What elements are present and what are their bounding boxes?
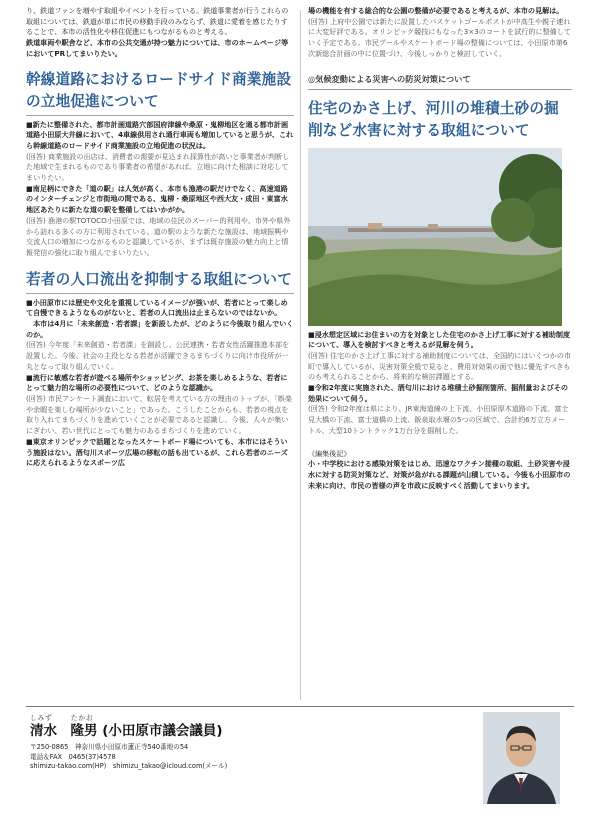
footer-divider xyxy=(26,706,574,707)
address-text: 〒250-0865 神奈川県小田原市蓮正寺540番地の54 xyxy=(30,743,189,751)
tel-text: 電話＆FAX 0465(37)4578 xyxy=(30,752,116,761)
question-text: ■流行に敏感な若者が遊べる場所やショッピング、お茶を楽しめるような、若者にとって魅力的な場所の必要性について、どのような認識か。 xyxy=(26,372,288,393)
river-photo xyxy=(308,148,562,326)
subheading-climate: ◎気候変動による災害への防災対策について xyxy=(308,72,572,90)
intro-text-bold: 鉄道車両や駅舎など、本市の公共交通が持つ魅力については、市のホームページ等においてPRしてまいりたい。 xyxy=(26,38,289,58)
right-column xyxy=(308,6,572,491)
afterword-title: 《編集後記》 xyxy=(308,448,351,458)
section-title-flood: 住宅のかさ上げ、河川の堆積土砂の掘削など水害に対する取組について xyxy=(308,99,559,139)
ruby-sei: しみず xyxy=(30,714,53,722)
afterword-text: 小・中学校における感染対策をはじめ、迅速なワクチン接種の取組、土砂災害や浸水に対する防災対策など、対策が急がれる課題が山積している。今後も小田原市の未来に向け、市民の皆様の声を市政に反映すべく活動してまいります。 xyxy=(308,459,571,490)
answer-text: (回答) 商業施設の出店は、消費者の需要が見込まれ採算性が高いと事業者が判断した地域で生まれるものであり事業者の希望があれば、立地に向けた相談に対応してまいりたい。 xyxy=(26,151,290,183)
answer-text: (回答) 市民アンケート調査において、転居を考えている方の理由のトップが、「娯楽や余暇を楽しむ場所が少ないこと」であった。こうしたことからも、若者の視点を取り入れてまちづくりを進めていくことが必要であると認識し、今後、人々が集いにぎわい、若い世代にとっても魅力のあるまちづくりを進めていく。 xyxy=(26,393,292,436)
answer-text: (回答) 漁港の駅TOTOCO小田原では、地域の住民のスーパー的利用や、市外や県外から訪れる多くの方に利用されている。道の駅のような新たな施設は、地域振興や交流人口の増加につながるものと認識しているが、まずは既存施設の魅力向上と情報発信の強化に取り組んでまいりたい。 xyxy=(26,215,291,257)
question-text: ■南足柄にできた「道の駅」は人気が高く、本市も漁港の駅だけでなく、高速道路のインターチェンジと市街地の間である、鬼柳・桑原地区や西大友・成田・東富水地区あたりに新たな道の駅を整備してはいかがか。 xyxy=(26,183,288,215)
web-email-text: shimizu-takao.com(HP) shimizu_takao@icloud.com(メール) xyxy=(30,762,228,771)
portrait-image xyxy=(483,712,560,804)
river-scene-image xyxy=(308,148,562,326)
answer-text: (回答) 上府中公園では新たに設置したバスケットゴールポストが中高生や親子連れに大変好評である。オリンピック競技にもなった3×3のコートを試行的に整備していく予定である。市民プールやスケートボード場の整備については、小田原市第6次新総合計画の中に位置づけ、今後しっかりと検討していく。 xyxy=(308,16,571,58)
answer-text: (回答) 今年度「未来創造・若者課」を創設し、公民連携・若者女性活躍推進本部を設置した。今後、社会の主役となる若者が活躍できるまちづくりに向け市役所が一丸となって取り組んでいく。 xyxy=(26,340,290,371)
question-text: ■令和2年度に実施された、酒匂川における堆積土砂掘削箇所、掘削量およびその効果について伺う。 xyxy=(308,383,568,403)
contact-footer xyxy=(30,712,460,772)
section-title-youth: 若者の人口流出を抑制する取組について xyxy=(26,269,294,294)
question-text: 本市は4月に「未来創造・若者課」を新設したが、どのように今後取り組んでいくのか。 xyxy=(26,319,294,339)
column-divider xyxy=(300,10,301,700)
answer-text: (回答) 住宅のかさ上げ工事に対する補助制度については、全国的にはいくつかの市町で導入しているが、災害対策全般で見ると、費用対効果の面で他に優先すべきものも考えられることから、将来的な検討課題とする。 xyxy=(308,350,572,382)
section-title-roadside: 幹線道路におけるロードサイド商業施設の立地促進について xyxy=(26,69,294,116)
answer-text: (回答) 令和2年度は県により、JR東海道線の上下流、小田原厚木道路の下流、富士見大橋の下流、富士道橋の上流、飯泉取水堰の5つの区域で、合計約6万立方メートル、大型10トントラック1万台分を掘削した。 xyxy=(308,404,569,435)
question-text: ■小田原市には歴史や文化を重視しているイメージが強いが、若者にとって楽しめて自慢できるようなものがないと、若者の人口流出は止まらないのではないか。 xyxy=(26,297,288,318)
question-text: ■新たに整備された、都市計画道路穴部国府津線や桑原・鬼柳地区を通る都市計画道路小田原大井線において、4車線供用され通行車両も増加していると思うが、これら幹線道路のロードサイド商業施設の立地促進の状況は。 xyxy=(26,119,294,150)
intro-text: り、鉄道ファンを増やす取組やイベントを行っている。鉄道事業者が行うこれらの取組については、鉄道が単に市民の移動手段のみならず、鉄道に愛着を感じたりすることで、本市の活性化や移住促進にもつながるものと考える。 xyxy=(26,6,289,37)
question-text: ■東京オリンピックで話題となったスケートボード場についても、本市にはそういう施設はない。酒匂川スポーツ広場の移転の話も出ているが、これら若者のニーズに応えられるようなスポーツ広 xyxy=(26,436,288,468)
author-name: 清水 隆男 (小田原市議会議員) xyxy=(30,723,223,739)
question-text: 場の機能を有する総合的な公園の整備が必要であると考えるが、本市の見解は。 xyxy=(308,6,564,15)
ruby-mei: たかお xyxy=(70,714,94,722)
name-ruby xyxy=(30,712,460,722)
left-column xyxy=(26,6,294,469)
question-text: ■浸水想定区域にお住まいの方を対象とした住宅のかさ上げ工事に対する補助制度について、導入を検討すべきと考えるが見解を伺う。 xyxy=(308,329,571,350)
author-portrait xyxy=(483,712,560,804)
